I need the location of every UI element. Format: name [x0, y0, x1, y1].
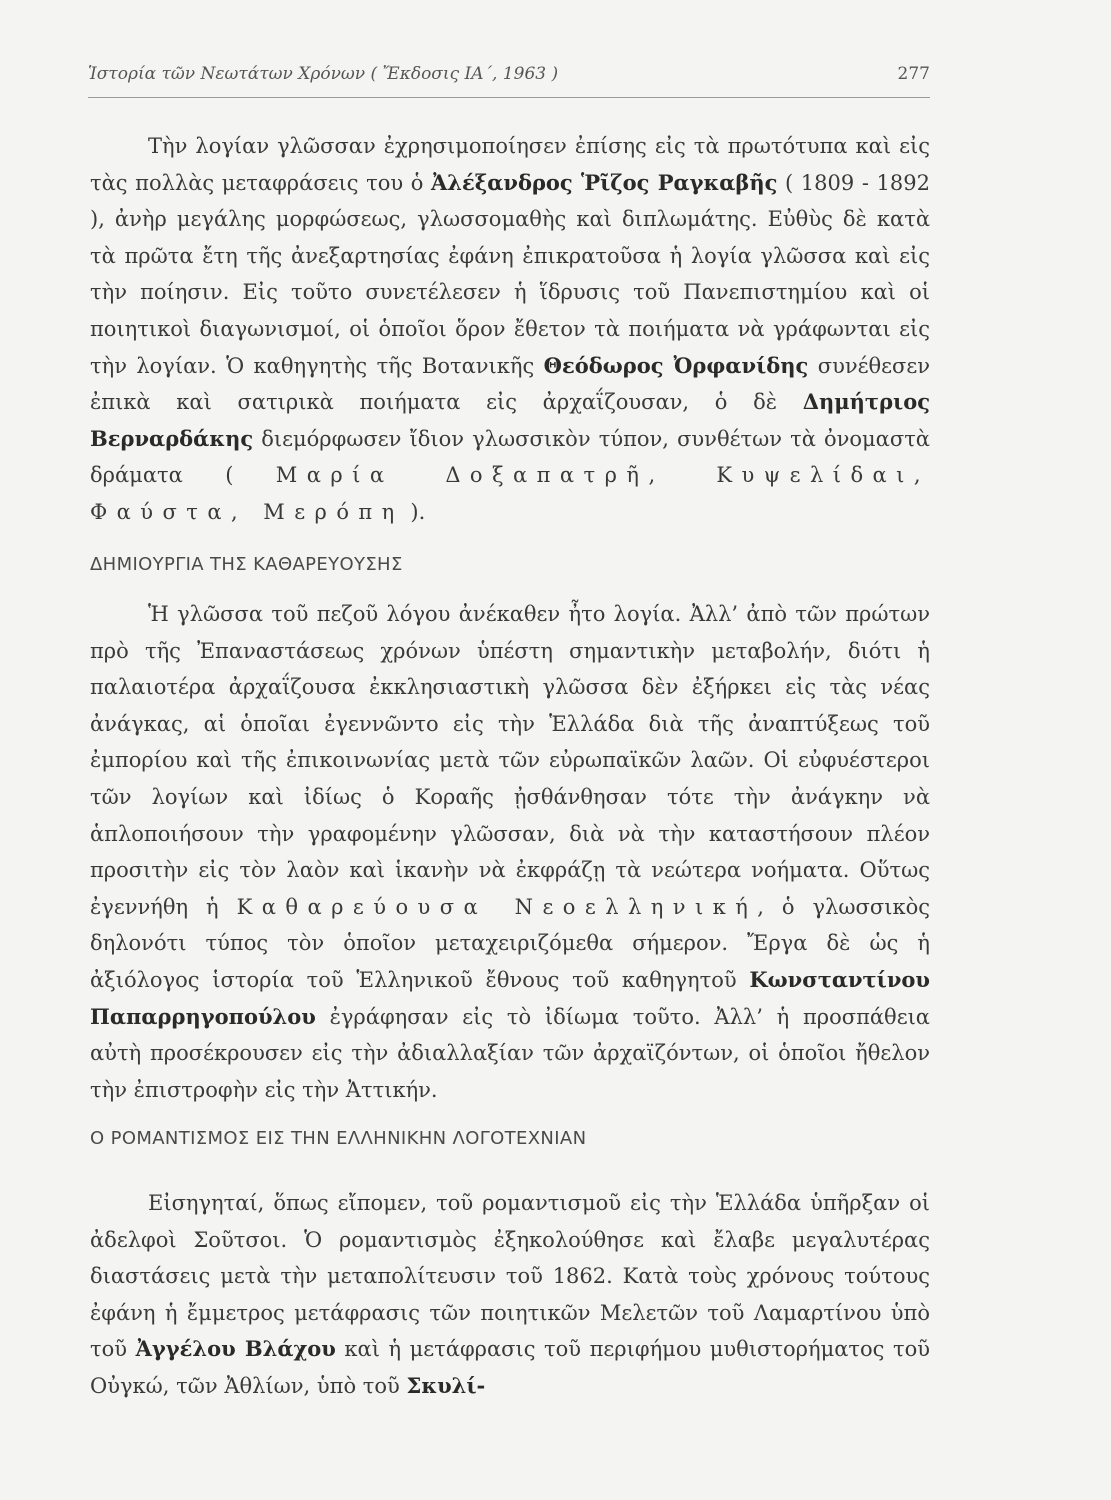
paragraph — [90, 1185, 930, 1405]
running-header — [88, 64, 930, 94]
section-heading-romanticism: Ο ΡΟΜΑΝΤΙΣΜΟΣ ΕΙΣ ΤΗΝ ΕΛΛΗΝΙΚΗΝ ΛΟΓΟΤΕΧΝΙΑΝ — [90, 1128, 587, 1149]
bold-name: Ἀγγέλου Βλάχου — [135, 1336, 336, 1362]
spaced-term: Καθαρεύουσα Νεοελληνική — [236, 894, 758, 919]
page-number: 277 — [897, 64, 930, 84]
text-run: ἐγράφησαν εἰς τὸ ἰδίωμα τοῦτο. Ἀλλ’ ἡ προσπάθεια αὐτὴ προσέκρουσεν εἰς τὴν ἀδιαλλαξίαν τῶν ἀρχαϊζόντων, οἱ ὁποῖοι ἤθελον τὴν ἐπιστροφὴν εἰς τὴν Ἀττικήν. — [90, 1004, 930, 1102]
text-run: Εἰσηγηταί, ὅπως εἴπομεν, τοῦ ρομαντισμοῦ εἰς τὴν Ἑλλάδα ὑπῆρξαν οἱ ἀδελφοὶ Σοῦτσοι. Ὁ ρομαντισμὸς ἐξηκολούθησε καὶ ἔλαβε μεγαλυτέρας διαστάσεις μετὰ τὴν μεταπολίτευσιν τοῦ 1862. Κατὰ τοὺς χρόνους τούτους ἐφάνη ἡ ἔμμετρος μετάφρασις τῶν ποιητικῶν Μελετῶν τοῦ Λαμαρτίνου ὑπὸ τοῦ — [90, 1191, 930, 1362]
paragraph-romanticism — [90, 1185, 930, 1405]
paragraph — [90, 128, 930, 531]
bold-name: Θεόδωρος Ὀρφανίδης — [543, 352, 809, 378]
paragraph — [90, 596, 930, 1108]
bold-name: Ἀλέξανδρος Ῥῖζος Ραγκαβῆς — [431, 169, 778, 195]
paragraph-katharevousa — [90, 596, 930, 1108]
text-run: συνέθεσεν ἐπικὰ καὶ σατιρικὰ ποιήματα εἰς ἀρχαΐζουσαν, ὁ δὲ — [90, 353, 930, 415]
text-run: Ἡ γλῶσσα τοῦ πεζοῦ λόγου ἀνέκαθεν ἦτο λογία. Ἀλλ’ ἀπὸ τῶν πρώτων πρὸ τῆς Ἐπαναστάσεως χρόνων ὑπέστη σημαντικὴν μεταβολήν, διότι ἡ παλαιοτέρα ἀρχαΐζουσα ἐκκλησιαστικὴ γλῶσσα δὲν ἐξήρκει εἰς τὰς νέας ἀνάγκας, αἱ ὁποῖαι ἐγεννῶντο εἰς τὴν Ἑλλάδα διὰ τῆς ἀναπτύξεως τοῦ ἐμπορίου καὶ τῆς ἐπικοινωνίας μετὰ τῶν εὐρωπαϊκῶν λαῶν. Οἱ εὐφυέστεροι τῶν λογίων καὶ ἰδίως ὁ Κοραῆς ᾐσθάνθησαν τότε τὴν ἀνάγκην νὰ ἁπλοποιήσουν τὴν γραφομένην γλῶσσαν, διὰ νὰ τὴν καταστήσουν πλέον προσιτὴν εἰς τὸν λαὸν καὶ ἱκανὴν νὰ ἐκφράζῃ τὰ νεώτερα νοήματα. Οὕτως ἐγεννήθη ἡ — [90, 602, 930, 919]
paragraph-rangavis — [90, 128, 930, 531]
bold-name: Κωνσταντίνου Παπαρρηγοπούλου — [90, 966, 930, 1029]
spaced-titles: Μαρία Δοξαπατρῆ, Κυψελίδαι, Φαύστα, Μερόπη — [90, 463, 930, 524]
section-heading-katharevousa: ΔΗΜΙΟΥΡΓΙΑ ΤΗΣ ΚΑΘΑΡΕΥΟΥΣΗΣ — [90, 554, 403, 575]
running-title: Ἱστορία τῶν Νεωτάτων Χρόνων ( Ἔκδοσις ΙΑ΄, 1963 ) — [88, 64, 559, 84]
header-rule — [88, 97, 930, 98]
bold-name: Σκυλί- — [406, 1372, 486, 1398]
text-run: καὶ ἡ μετάφρασις τοῦ περιφήμου μυθιστορήματος τοῦ Οὐγκώ, τῶν Ἀθλίων, ὑπὸ τοῦ — [90, 1337, 930, 1398]
text-run: διεμόρφωσεν ἴδιον γλωσσικὸν τύπον, συνθέτων τὰ ὀνομαστὰ δράματα ( — [90, 426, 930, 488]
text-run: ). — [403, 499, 426, 524]
bold-name: Δημήτριος Βερναρδάκης — [90, 389, 930, 451]
text-run: Τὴν λογίαν γλῶσσαν ἐχρησιμοποίησεν ἐπίσης εἰς τὰ πρωτότυπα καὶ εἰς τὰς πολλὰς μεταφράσεις του ὁ — [90, 134, 930, 195]
text-run: , ὁ γλωσσικὸς δηλονότι τύπος τὸν ὁποῖον μεταχειριζόμεθα σήμερον. Ἔργα δὲ ὡς ἡ ἀξιόλογος ἱστορία τοῦ Ἑλληνικοῦ ἔθνους τοῦ καθηγητοῦ — [90, 894, 930, 992]
text-run: ( 1809 - 1892 ), ἀνὴρ μεγάλης μορφώσεως, γλωσσομαθὴς καὶ διπλωμάτης. Εὐθὺς δὲ κατὰ τὰ πρῶτα ἔτη τῆς ἀνεξαρτησίας ἐφάνη ἐπικρατοῦσα ἡ λογία γλῶσσα καὶ εἰς τὴν ποίησιν. Εἰς τοῦτο συνετέλεσεν ἡ ἵδρυσις τοῦ Πανεπιστημίου καὶ οἱ ποιητικοὶ διαγωνισμοί, οἱ ὁποῖοι ὅρον ἔθετον τὰ ποιήματα νὰ γράφωνται εἰς τὴν λογίαν. Ὁ καθηγητὴς τῆς Βοτανικῆς — [90, 170, 930, 378]
